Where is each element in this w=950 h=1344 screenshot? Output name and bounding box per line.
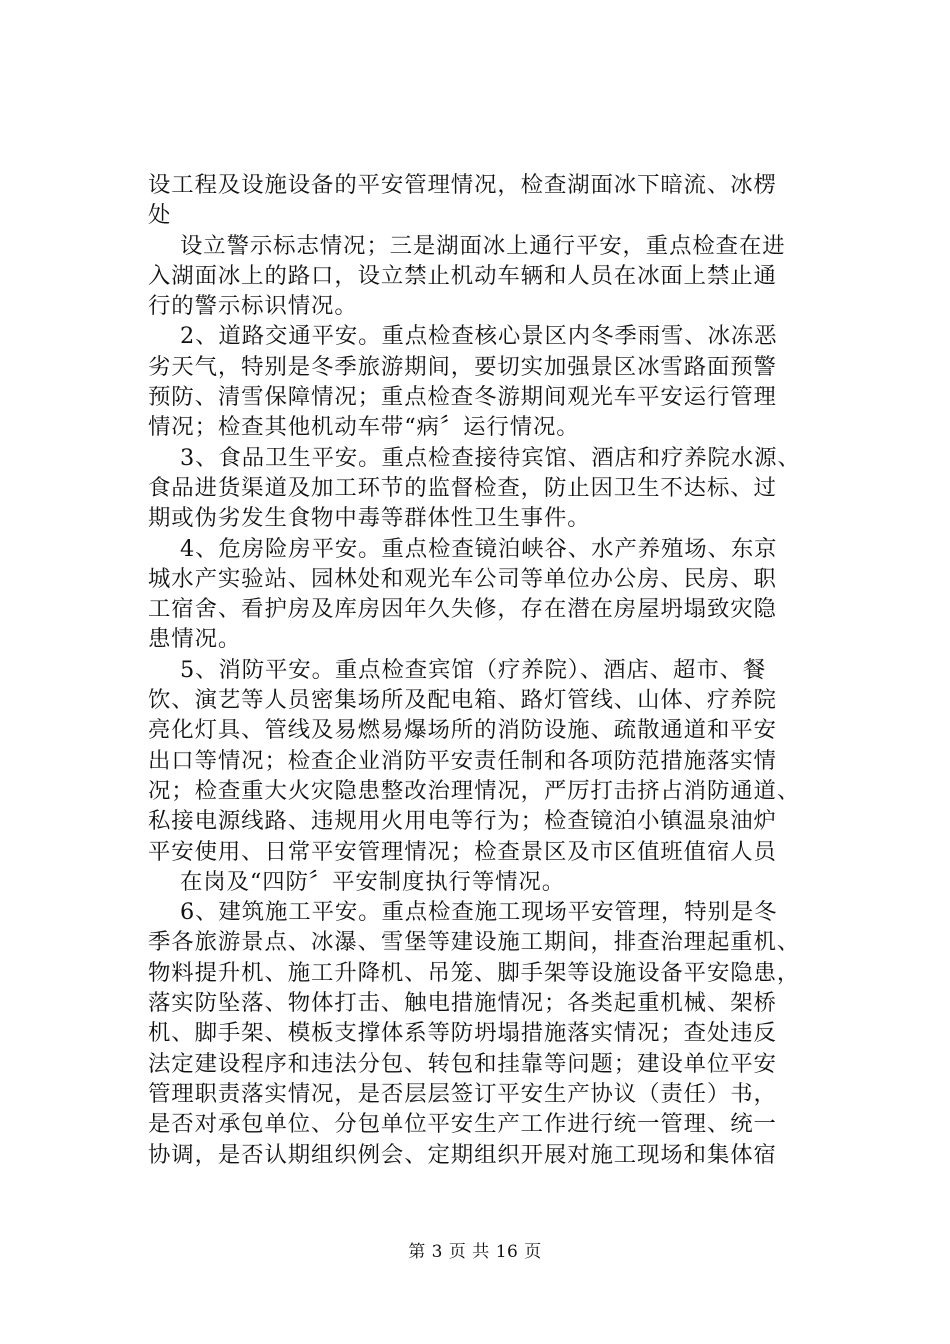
text-line: 患情况。: [148, 626, 242, 653]
text-line: 落实防坠落、物体打击、触电措施情况；各类起重机械、架桥: [148, 990, 777, 1017]
text-line: 期或伪劣发生食物中毒等群体性卫生事件。: [148, 505, 591, 532]
text-line: 食品进货渠道及加工环节的监督检查，防止因卫生不达标、过: [148, 474, 777, 501]
text-line: 况；检查重大火灾隐患整改治理情况，严厉打击挤占消防通道、: [148, 777, 801, 804]
page-number-label: 第 3 页 共 16 页: [408, 1242, 542, 1262]
text-line: 季各旅游景点、冰瀑、雪堡等建设施工期间，排查治理起重机、: [148, 929, 801, 956]
text-line: 工宿舍、看护房及库房因年久失修，存在潜在房屋坍塌致灾隐: [148, 596, 777, 623]
text-line: 5、消防平安。重点检查宾馆（疗养院）、酒店、超市、餐: [180, 656, 767, 683]
text-line: 亮化灯具、管线及易燃易爆场所的消防设施、疏散通道和平安: [148, 717, 777, 744]
text-line: 是否对承包单位、分包单位平安生产工作进行统一管理、统一: [148, 1111, 777, 1138]
text-line: 行的警示标识情况。: [148, 293, 358, 320]
text-line: 预防、清雪保障情况；重点检查冬游期间观光车平安运行管理: [148, 384, 777, 411]
text-line: 在岗及“四防〞平安制度执行等情况。: [180, 868, 565, 895]
text-line: 平安使用、日常平安管理情况；检查景区及市区值班值宿人员: [148, 838, 777, 865]
document-body: [148, 170, 848, 1170]
text-line: 机、脚手架、模板支撑体系等防坍塌措施落实情况；查处违反: [148, 1020, 777, 1047]
text-line: 物料提升机、施工升降机、吊笼、脚手架等设施设备平安隐患，: [148, 959, 801, 986]
text-line: 设立警示标志情况；三是湖面冰上通行平安，重点检查在进: [180, 232, 786, 259]
text-line: 4、危房险房平安。重点检查镜泊峡谷、水产养殖场、东京: [180, 535, 778, 562]
text-line: 3、食品卫生平安。重点检查接待宾馆、酒店和疗养院水源、: [180, 444, 801, 471]
text-line: 入湖面冰上的路口，设立禁止机动车辆和人员在冰面上禁止通: [148, 262, 777, 289]
page-footer: [0, 1240, 950, 1264]
text-line: 情况；检查其他机动车带“病〞运行情况。: [148, 414, 580, 441]
text-line: 法定建设程序和违法分包、转包和挂靠等问题；建设单位平安: [148, 1050, 777, 1077]
text-line: 饮、演艺等人员密集场所及配电箱、路灯管线、山体、疗养院: [148, 687, 777, 714]
text-line: 设工程及设施设备的平安管理情况，检查湖面冰下暗流、冰楞: [148, 172, 777, 198]
text-line: 协调，是否认期组织例会、定期组织开展对施工现场和集体宿: [148, 1141, 777, 1168]
text-line: 处: [148, 202, 172, 229]
text-line: 城水产实验站、园林处和观光车公司等单位办公房、民房、职: [148, 565, 777, 592]
text-line: 6、建筑施工平安。重点检查施工现场平安管理，特别是冬: [180, 899, 778, 926]
document-lines: [148, 170, 848, 1170]
text-line: 管理职责落实情况，是否层层签订平安生产协议（责任）书，: [148, 1080, 777, 1107]
text-line: 私接电源线路、违规用火用电等行为；检查镜泊小镇温泉油炉: [148, 808, 777, 835]
text-line: 出口等情况；检查企业消防平安责任制和各项防范措施落实情: [148, 747, 777, 774]
text-line: 2、道路交通平安。重点检查核心景区内冬季雨雪、冰冻恶: [180, 323, 778, 350]
text-line: 劣天气，特别是冬季旅游期间，要切实加强景区冰雪路面预警: [148, 353, 777, 380]
